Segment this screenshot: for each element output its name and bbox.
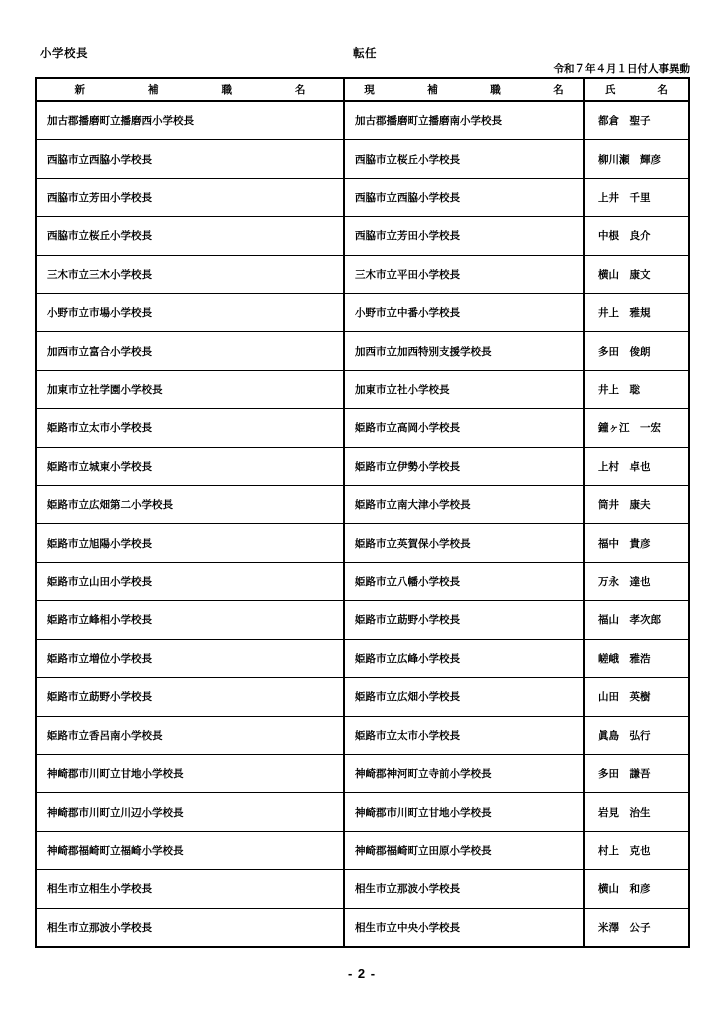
table-row [37, 408, 688, 446]
page-number: - 2 - [347, 966, 377, 981]
new-position-cell: 姫路市立山田小学校長 [37, 563, 345, 600]
name-cell: 井上 聡 [598, 384, 640, 397]
table-header-row [37, 79, 688, 102]
name-cell: 横山 康文 [598, 268, 651, 281]
name-cell: 福山 孝次郎 [598, 614, 661, 627]
new-position-cell: 三木市立三木小学校長 [37, 256, 345, 293]
name-cell: 多田 謙吾 [598, 768, 651, 781]
new-position-cell: 姫路市立旭陽小学校長 [37, 524, 345, 561]
name-cell: 上井 千里 [598, 192, 651, 205]
table-row [37, 716, 688, 754]
table-row [37, 869, 688, 907]
current-position-cell: 姫路市立広畑小学校長 [345, 678, 585, 715]
new-position-cell: 姫路市立増位小学校長 [37, 640, 345, 677]
header-new-position: 新 補 職 名 [37, 79, 345, 100]
table-row [37, 523, 688, 561]
current-position-cell: 姫路市立南大津小学校長 [345, 486, 585, 523]
table-row [37, 216, 688, 254]
table-row [37, 102, 688, 139]
new-position-cell: 加東市立社学園小学校長 [37, 371, 345, 408]
current-position-cell: 姫路市立伊勢小学校長 [345, 448, 585, 485]
effective-date-note: 令和７年４月１日付人事異動 [553, 63, 690, 75]
table-row [37, 370, 688, 408]
new-position-cell: 西脇市立桜丘小学校長 [37, 217, 345, 254]
table-row [37, 754, 688, 792]
current-position-cell: 西脇市立西脇小学校長 [345, 179, 585, 216]
new-position-cell: 姫路市立香呂南小学校長 [37, 717, 345, 754]
current-position-cell: 相生市立中央小学校長 [345, 909, 585, 946]
table-row [37, 178, 688, 216]
table-row [37, 331, 688, 369]
table-row [37, 831, 688, 869]
table-row [37, 639, 688, 677]
current-position-cell: 姫路市立八幡小学校長 [345, 563, 585, 600]
table-row [37, 677, 688, 715]
name-cell: 福中 貴彦 [598, 537, 651, 550]
current-position-cell: 西脇市立芳田小学校長 [345, 217, 585, 254]
current-position-cell: 加古郡播磨町立播磨南小学校長 [345, 102, 585, 139]
new-position-cell: 西脇市立芳田小学校長 [37, 179, 345, 216]
name-cell: 都倉 聖子 [598, 115, 651, 128]
current-position-cell: 加西市立加西特別支援学校長 [345, 332, 585, 369]
name-cell: 中根 良介 [598, 230, 651, 243]
current-position-cell: 三木市立平田小学校長 [345, 256, 585, 293]
table-row [37, 255, 688, 293]
current-position-cell: 神崎郡福崎町立田原小学校長 [345, 832, 585, 869]
current-position-cell: 加東市立社小学校長 [345, 371, 585, 408]
section-title: 小学校長 [40, 48, 88, 60]
name-cell: 横山 和彦 [598, 883, 651, 896]
name-cell: 井上 雅規 [598, 307, 651, 320]
name-cell: 山田 英樹 [598, 691, 651, 704]
table-row [37, 485, 688, 523]
new-position-cell: 加古郡播磨町立播磨西小学校長 [37, 102, 345, 139]
transfer-table [35, 77, 690, 948]
name-cell: 嵯峨 雅浩 [598, 652, 651, 665]
new-position-cell: 神崎郡市川町立甘地小学校長 [37, 755, 345, 792]
name-cell: 米澤 公子 [598, 921, 651, 934]
current-position-cell: 相生市立那波小学校長 [345, 870, 585, 907]
current-position-cell: 神崎郡市川町立甘地小学校長 [345, 793, 585, 830]
name-cell: 多田 俊朗 [598, 345, 651, 358]
new-position-cell: 相生市立那波小学校長 [37, 909, 345, 946]
table-row [37, 792, 688, 830]
table-row [37, 447, 688, 485]
header-name: 氏 名 [605, 84, 668, 96]
new-position-cell: 加西市立富合小学校長 [37, 332, 345, 369]
new-position-cell: 姫路市立城東小学校長 [37, 448, 345, 485]
table-row [37, 600, 688, 638]
name-cell: 柳川瀬 輝彦 [598, 153, 661, 166]
table-row [37, 562, 688, 600]
current-position-cell: 小野市立中番小学校長 [345, 294, 585, 331]
new-position-cell: 姫路市立峰相小学校長 [37, 601, 345, 638]
new-position-cell: 姫路市立莇野小学校長 [37, 678, 345, 715]
name-cell: 眞島 弘行 [598, 729, 651, 742]
new-position-cell: 姫路市立太市小学校長 [37, 409, 345, 446]
table-row [37, 908, 688, 946]
name-cell: 万永 達也 [598, 576, 651, 589]
name-cell: 岩見 治生 [598, 806, 651, 819]
new-position-cell: 神崎郡市川町立川辺小学校長 [37, 793, 345, 830]
name-cell: 鐘ヶ江 一宏 [598, 422, 661, 435]
transfer-type-label: 転任 [353, 48, 377, 60]
table-row [37, 293, 688, 331]
header-current-position: 現 補 職 名 [345, 79, 585, 100]
new-position-cell: 姫路市立広畑第二小学校長 [37, 486, 345, 523]
new-position-cell: 小野市立市場小学校長 [37, 294, 345, 331]
name-cell: 筒井 康夫 [598, 499, 651, 512]
new-position-cell: 神崎郡福崎町立福崎小学校長 [37, 832, 345, 869]
current-position-cell: 姫路市立太市小学校長 [345, 717, 585, 754]
table-row [37, 139, 688, 177]
name-cell: 村上 克也 [598, 844, 651, 857]
new-position-cell: 西脇市立西脇小学校長 [37, 140, 345, 177]
current-position-cell: 神崎郡神河町立寺前小学校長 [345, 755, 585, 792]
current-position-cell: 西脇市立桜丘小学校長 [345, 140, 585, 177]
current-position-cell: 姫路市立高岡小学校長 [345, 409, 585, 446]
new-position-cell: 相生市立相生小学校長 [37, 870, 345, 907]
current-position-cell: 姫路市立莇野小学校長 [345, 601, 585, 638]
current-position-cell: 姫路市立広峰小学校長 [345, 640, 585, 677]
name-cell: 上村 卓也 [598, 460, 651, 473]
table-body [37, 102, 688, 946]
current-position-cell: 姫路市立英賀保小学校長 [345, 524, 585, 561]
